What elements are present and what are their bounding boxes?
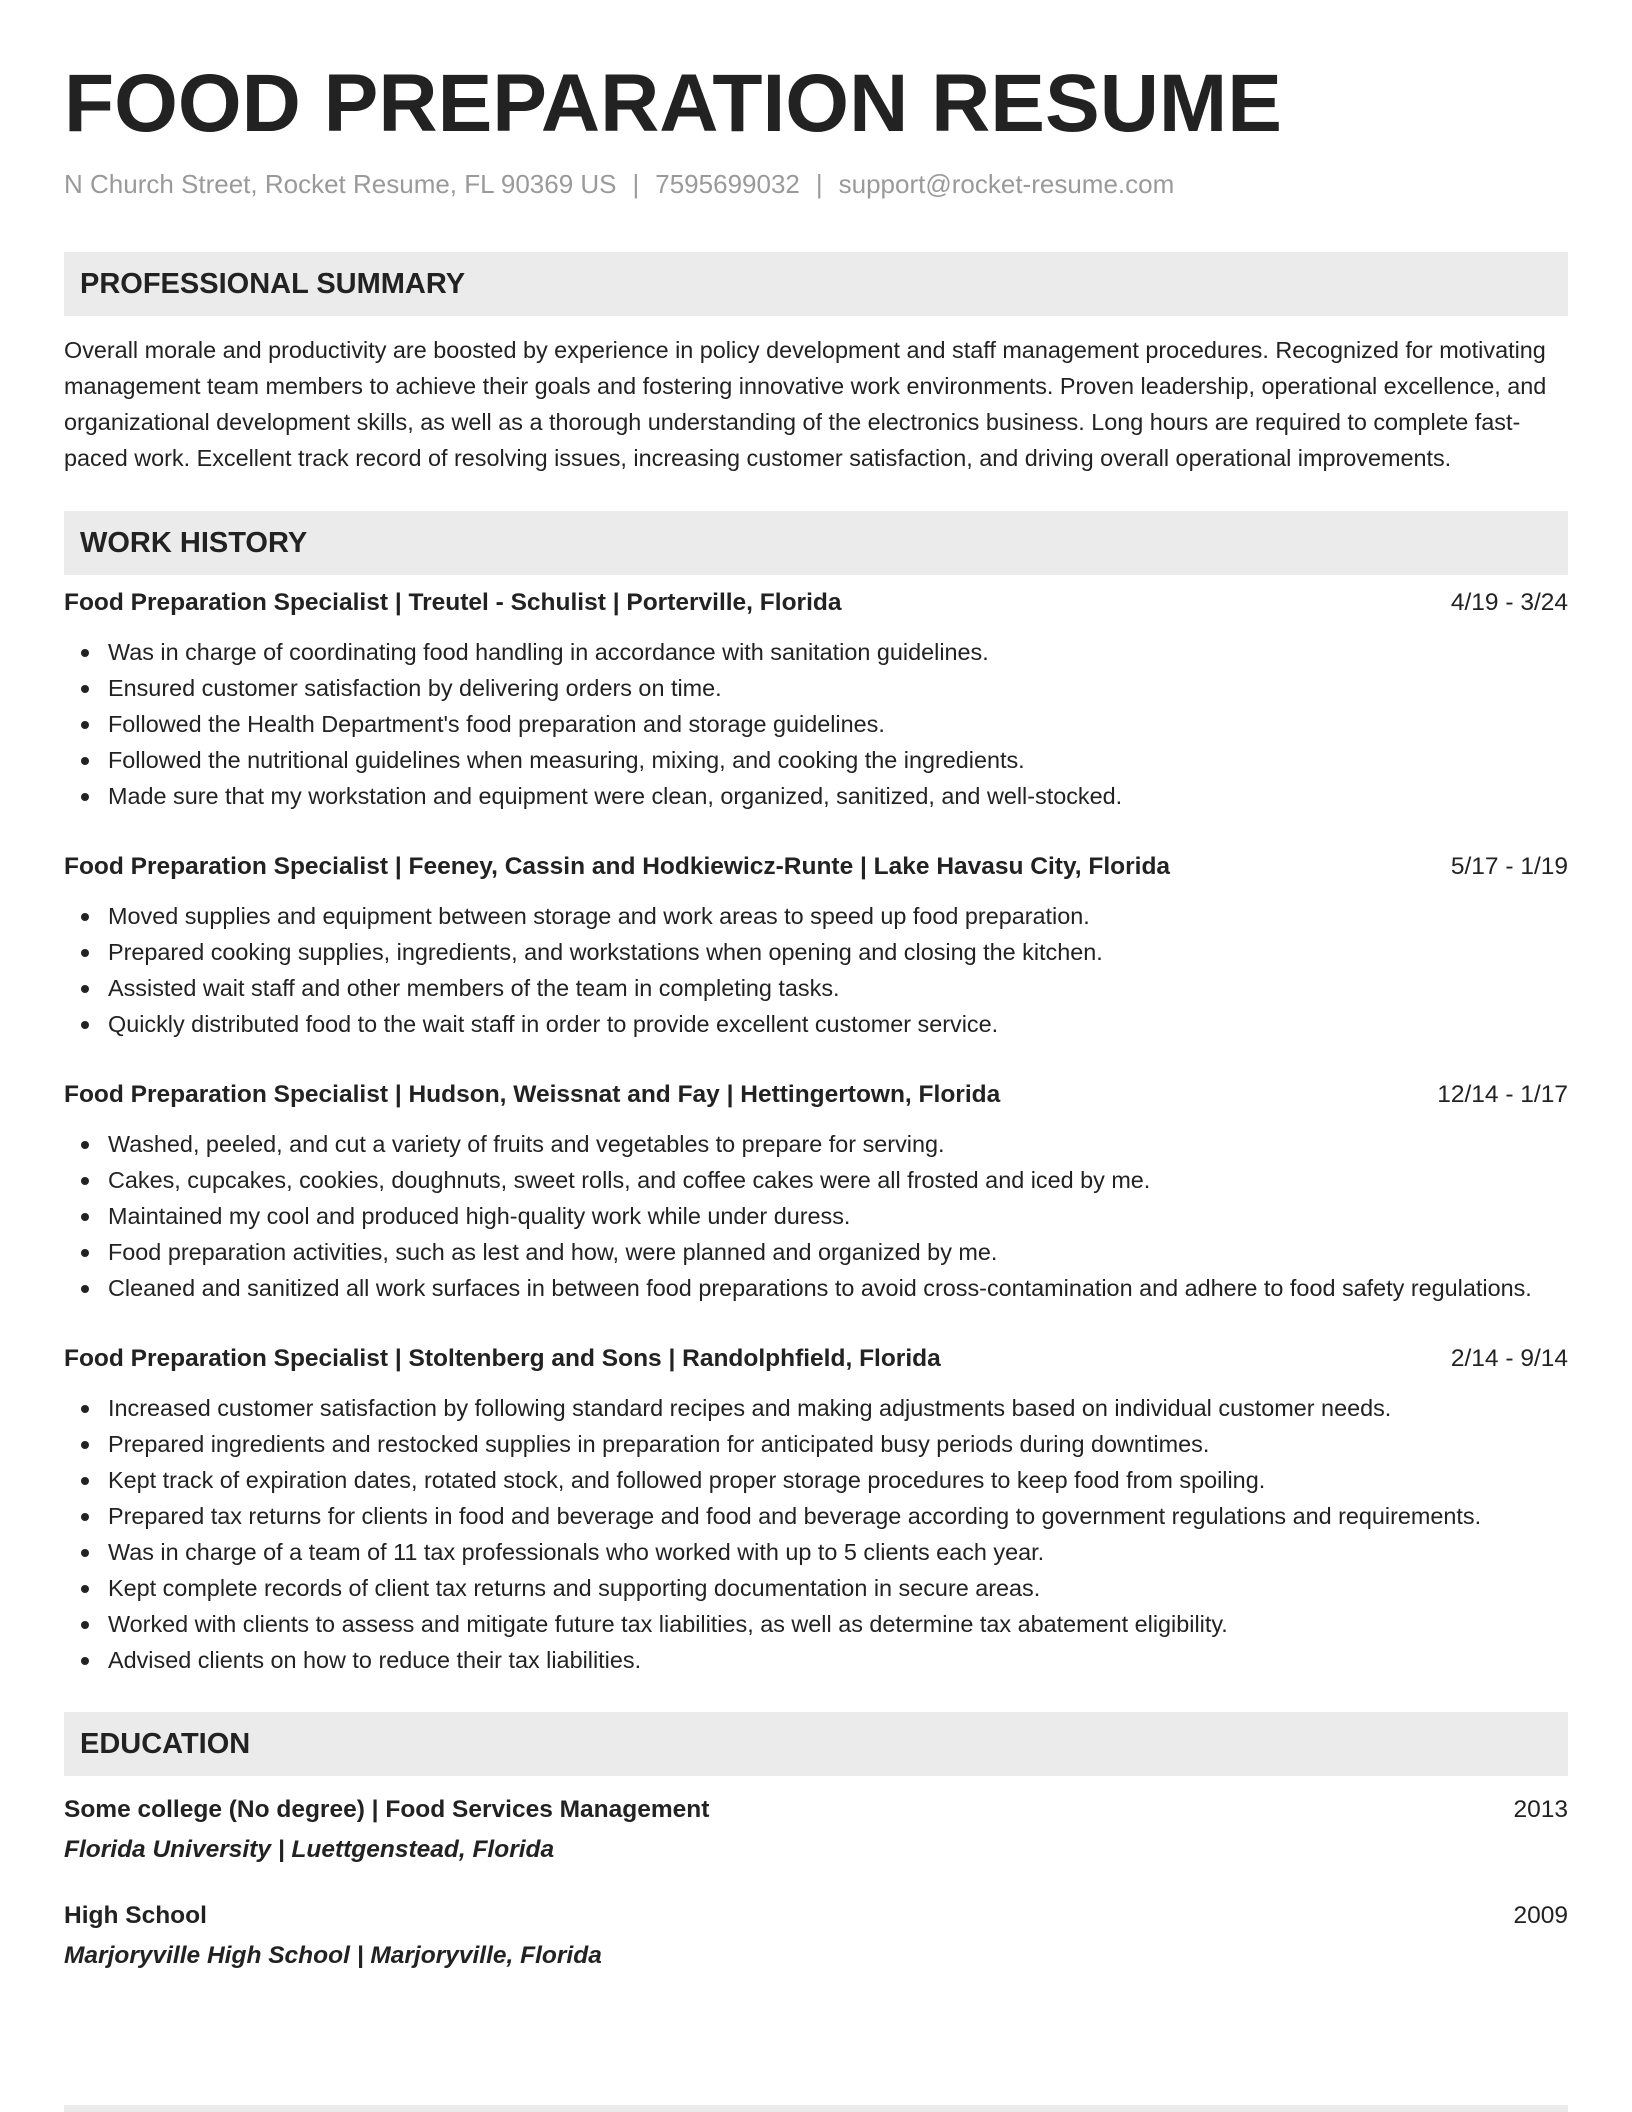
job-bullet-list	[64, 898, 1568, 1042]
job-bullet-list	[64, 634, 1568, 814]
job-bullet: Followed the Health Department's food preparation and storage guidelines.	[64, 706, 1568, 742]
job-bullet: Worked with clients to assess and mitigate future tax liabilities, as well as determine tax abatement eligibility.	[64, 1606, 1568, 1642]
job-header	[64, 1341, 1568, 1377]
job-bullet: Moved supplies and equipment between storage and work areas to speed up food preparation.	[64, 898, 1568, 934]
job-bullet: Kept complete records of client tax returns and supporting documentation in secure areas.	[64, 1570, 1568, 1606]
job-dates: 2/14 - 9/14	[1450, 1345, 1568, 1372]
job-bullet: Was in charge of a team of 11 tax professionals who worked with up to 5 clients each year.	[64, 1534, 1568, 1570]
section-heading-summary: PROFESSIONAL SUMMARY	[64, 252, 1568, 316]
job-dates: 5/17 - 1/19	[1450, 853, 1568, 880]
education-year: 2009	[1513, 1902, 1568, 1929]
job-entry	[64, 585, 1568, 814]
job-dates: 4/19 - 3/24	[1450, 589, 1568, 616]
job-bullet: Followed the nutritional guidelines when measuring, mixing, and cooking the ingredients.	[64, 742, 1568, 778]
education-degree: High School	[64, 1902, 207, 1929]
resume-title: FOOD PREPARATION RESUME	[64, 58, 1282, 149]
job-bullet: Quickly distributed food to the wait staff in order to provide excellent customer service.	[64, 1006, 1568, 1042]
education-school: Florida University | Luettgenstead, Florida	[64, 1836, 555, 1863]
education-entry	[64, 1792, 1568, 1868]
job-entry	[64, 849, 1568, 1042]
education-degree: Some college (No degree) | Food Services Management	[64, 1796, 710, 1823]
job-header	[64, 585, 1568, 621]
job-entry	[64, 1341, 1568, 1678]
job-bullet: Cleaned and sanitized all work surfaces in between food preparations to avoid cross-contamination and adhere to food safety regulations.	[64, 1270, 1568, 1306]
job-bullet: Maintained my cool and produced high-quality work while under duress.	[64, 1198, 1568, 1234]
job-header	[64, 849, 1568, 885]
job-entry	[64, 1077, 1568, 1306]
job-title: Food Preparation Specialist | Hudson, Weissnat and Fay | Hettingertown, Florida	[64, 1081, 1001, 1108]
contact-address: N Church Street, Rocket Resume, FL 90369 US	[64, 169, 617, 199]
job-bullet: Kept track of expiration dates, rotated stock, and followed proper storage procedures to keep food from spoiling.	[64, 1462, 1568, 1498]
job-bullet-list	[64, 1126, 1568, 1306]
education-school: Marjoryville High School | Marjoryville, Florida	[64, 1942, 602, 1969]
next-section-bar	[64, 2105, 1568, 2112]
contact-phone: 7595699032	[655, 169, 800, 199]
job-bullet: Assisted wait staff and other members of the team in completing tasks.	[64, 970, 1568, 1006]
job-bullet: Advised clients on how to reduce their tax liabilities.	[64, 1642, 1568, 1678]
job-bullet: Prepared ingredients and restocked supplies in preparation for anticipated busy periods during downtimes.	[64, 1426, 1568, 1462]
job-bullet: Increased customer satisfaction by following standard recipes and making adjustments based on individual customer needs.	[64, 1390, 1568, 1426]
education-year: 2013	[1513, 1796, 1568, 1823]
job-bullet: Food preparation activities, such as lest and how, were planned and organized by me.	[64, 1234, 1568, 1270]
job-bullet: Prepared cooking supplies, ingredients, and workstations when opening and closing the kitchen.	[64, 934, 1568, 970]
contact-email: support@rocket-resume.com	[838, 169, 1175, 199]
job-title: Food Preparation Specialist | Feeney, Cassin and Hodkiewicz-Runte | Lake Havasu City, Florida	[64, 853, 1171, 880]
contact-separator: |	[815, 169, 823, 199]
education-entry	[64, 1898, 1568, 1974]
contact-line	[64, 166, 1568, 202]
job-title: Food Preparation Specialist | Stoltenberg and Sons | Randolphfield, Florida	[64, 1345, 941, 1372]
job-bullet: Ensured customer satisfaction by delivering orders on time.	[64, 670, 1568, 706]
job-bullet: Prepared tax returns for clients in food and beverage and food and beverage according to government regulations and requirements.	[64, 1498, 1568, 1534]
job-header	[64, 1077, 1568, 1113]
job-bullet-list	[64, 1390, 1568, 1678]
job-title: Food Preparation Specialist | Treutel - Schulist | Porterville, Florida	[64, 589, 842, 616]
job-bullet: Cakes, cupcakes, cookies, doughnuts, sweet rolls, and coffee cakes were all frosted and iced by me.	[64, 1162, 1568, 1198]
job-bullet: Washed, peeled, and cut a variety of fruits and vegetables to prepare for serving.	[64, 1126, 1568, 1162]
job-dates: 12/14 - 1/17	[1437, 1081, 1568, 1108]
section-heading-work-history: WORK HISTORY	[64, 511, 1568, 575]
resume-page	[64, 0, 1568, 1974]
section-heading-education: EDUCATION	[64, 1712, 1568, 1776]
job-bullet: Was in charge of coordinating food handling in accordance with sanitation guidelines.	[64, 634, 1568, 670]
education-header	[64, 1898, 1568, 1934]
summary-text: Overall morale and productivity are boosted by experience in policy development and staff management procedures. Recognized for motivating management team members to achieve their goals and fostering innovative work environments. Proven leadership, operational excellence, and organizational development skills, as well as a thorough understanding of the electronics business. Long hours are required to complete fast-paced work. Excellent track record of resolving issues, increasing customer satisfaction, and driving overall operational improvements.	[64, 337, 1547, 471]
contact-separator: |	[632, 169, 640, 199]
education-header	[64, 1792, 1568, 1828]
job-bullet: Made sure that my workstation and equipment were clean, organized, sanitized, and well-stocked.	[64, 778, 1568, 814]
